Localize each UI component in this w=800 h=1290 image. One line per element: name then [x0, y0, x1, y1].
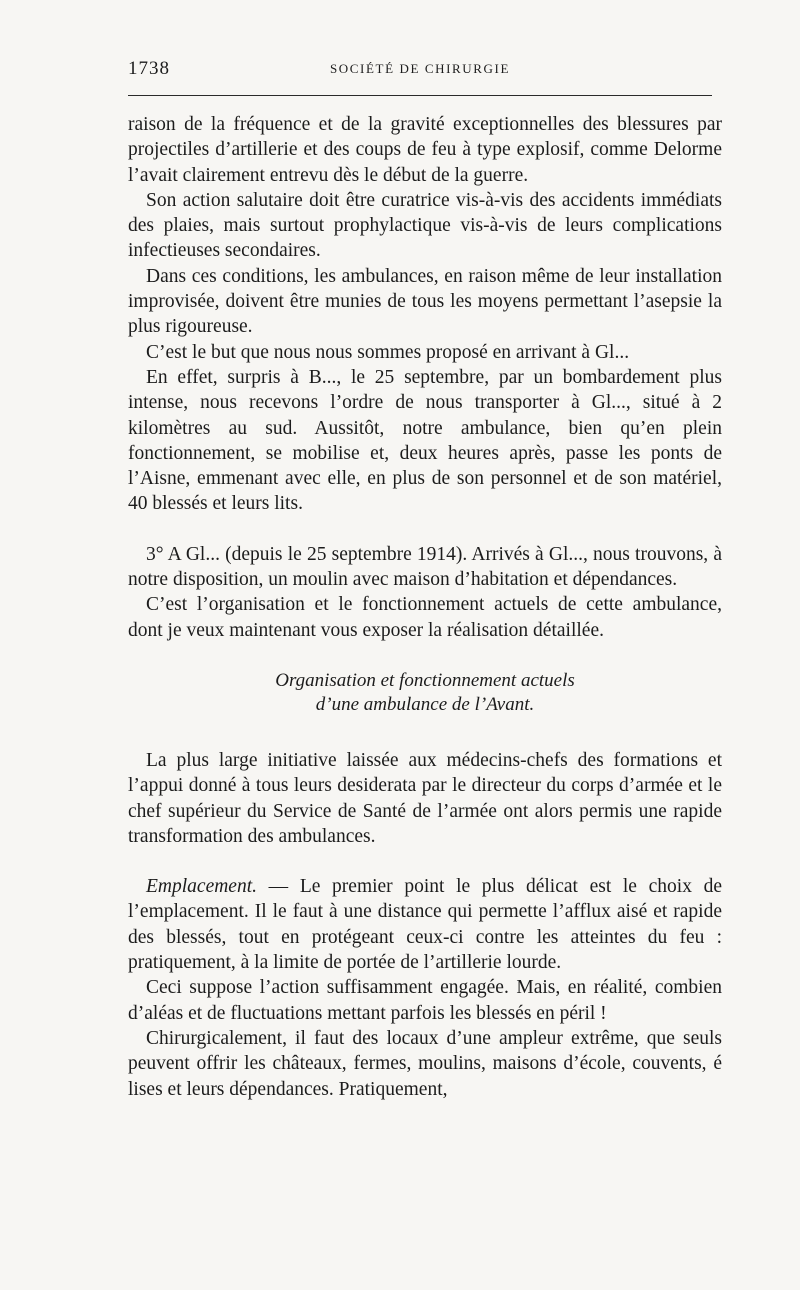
- paragraph: raison de la fréquence et de la gravité exceptionnelles des blessures par projectiles d’artillerie et des coups de feu à type explosif, comme Delorme l’avait clairement entrevu dès le début de la guerre.: [128, 114, 722, 186]
- paragraph: 3° A Gl... (depuis le 25 septembre 1914). Arrivés à Gl..., nous trouvons, à notre disposition, un moulin avec maison d’habitation et dépendances.: [128, 543, 722, 591]
- running-title: SOCIÉTÉ DE CHIRURGIE: [329, 61, 511, 76]
- section-heading-line: d’une ambulance de l’Avant.: [315, 693, 535, 715]
- paragraph: Ceci suppose l’action suffisamment engagée. Mais, en réalité, combien d’aléas et de fluctuations mettant parfois les blessés en péril !: [128, 977, 722, 1024]
- paragraph: C’est l’organisation et le fonctionnement actuels de cette ambulance, dont je veux maintenant vous exposer la réalisation détaillée.: [128, 594, 722, 641]
- header-rule: [128, 95, 712, 96]
- paragraph: En effet, surpris à B..., le 25 septembre, par un bombardement plus intense, nous recevons l’ordre de nous transporter à Gl..., situé à 2 kilomètres au sud. Aussitôt, notre ambulance, bien qu’en plein fonctionnement, se mobilise et, deux heures après, passe les ponts de l’Aisne, emmenant avec elle, en plus de son personnel et de son matériel, 40 blessés et leurs lits.: [128, 366, 722, 515]
- emplacement-text: — Le premier point le plus délicat est le choix de l’emplacement. Il le faut à une distance qui permette l’afflux aisé et rapide des blessés, tout en protégeant ceux-ci contre les atteintes du feu : pratiquement, à la limite de portée de l’artillerie lourde.: [128, 876, 722, 974]
- section-heading: [128, 669, 722, 717]
- paragraph: Chirurgicalement, il faut des locaux d’une ampleur extrême, que seuls peuvent offrir les châteaux, fermes, moulins, maisons d’école, couvents, é lises et leurs dépendances. Pratiquement,: [128, 1027, 722, 1100]
- paragraph: Dans ces conditions, les ambulances, en raison même de leur installation improvisée, doivent être munies de tous les moyens permettant l’asepsie la plus rigoureuse.: [128, 265, 722, 338]
- body-text: [128, 112, 722, 1102]
- emplacement-label: Emplacement.: [146, 876, 258, 898]
- page-header: [128, 58, 712, 86]
- paragraph: Son action salutaire doit être curatrice vis-à-vis des accidents immédiats des plaies, mais surtout prophylactique vis-à-vis de leurs complications infectieuses secondaires.: [128, 189, 722, 262]
- paragraph: La plus large initiative laissée aux médecins-chefs des formations et l’appui donné à tous leurs desiderata par le directeur du corps d’armée et le chef supérieur du Service de Santé de l’armée ont alors permis une rapide transformation des ambulances.: [128, 749, 722, 847]
- paragraph: C’est le but que nous nous sommes proposé en arrivant à Gl...: [146, 341, 630, 363]
- page-number: 1738: [128, 58, 170, 79]
- section-heading-line: Organisation et fonctionnement actuels: [275, 669, 575, 691]
- paragraph-emplacement: [128, 874, 722, 975]
